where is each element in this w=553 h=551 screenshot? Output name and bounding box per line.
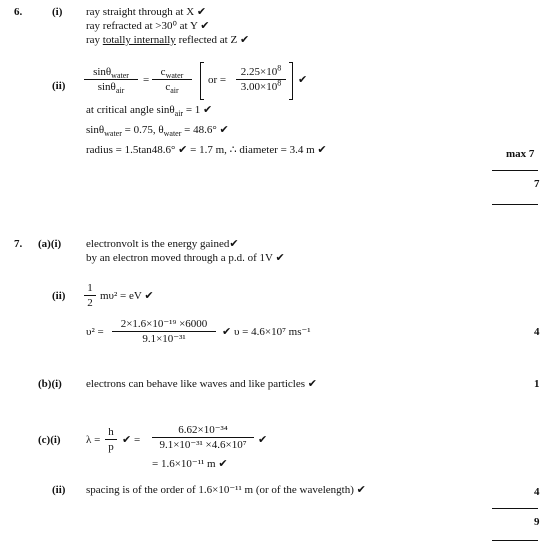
v-squared-fraction: $\frac{\text{2×1.6×10⁻¹⁹ ×6000}}{\text{9.1×10⁻³¹}}$ — [112, 318, 216, 346]
q7-part-bi-label: (b)(i) — [38, 378, 62, 390]
q6-total: 7 — [534, 178, 540, 190]
q7-bi-text: electrons can behave like waves and like particles ✔ — [86, 378, 317, 390]
q6-part-ii-label: (ii) — [52, 80, 66, 92]
q6-max-marks: max 7 — [506, 148, 535, 160]
q7-c-marks: 4 — [534, 486, 540, 498]
q6-i-line3: ray totally internally reflected at Z ✔ — [86, 34, 250, 46]
q7-part-ai-label: (a)(i) — [38, 238, 62, 250]
q6-i-line2: ray refracted at >30⁰ at Y ✔ — [86, 20, 210, 32]
q7-cii-text: spacing is of the order of 1.6×10⁻¹¹ m (or of the wavelength) ✔ — [86, 484, 366, 496]
q6-part-i-label: (i) — [52, 6, 63, 18]
speed-fraction: $c_{water}$ $c_{air}$ — [152, 66, 192, 94]
question-7-number: 7. — [14, 238, 23, 250]
question-6-number: 6. — [14, 6, 23, 18]
v-squared: υ² = — [86, 326, 104, 338]
q6-rule-bottom — [492, 204, 538, 205]
snell-fraction: sinθ$_{water}$ sinθ$_{air}$ — [84, 66, 138, 94]
q7-part-aii-label: (ii) — [52, 290, 66, 302]
equals-sign: = — [143, 74, 150, 86]
q7-part-cii-label: (ii) — [52, 484, 66, 496]
half-fraction: $\frac{1}{2}$ — [84, 282, 96, 310]
v-result: ✔ υ = 4.6×10⁷ ms⁻¹ — [222, 326, 311, 338]
q7-rule-bottom — [492, 540, 538, 541]
sin-water-line: sinθ$_{water}$ = 0.75, $\theta_{water} = 48.6^\circ$ ✔ — [86, 124, 229, 139]
right-bracket — [289, 62, 293, 100]
q7-rule-top — [492, 508, 538, 509]
lambda-tick-2: ✔ — [258, 434, 268, 446]
value-fraction: $\frac{2.25\times 10^8}{3.00\times 10^8}$ — [236, 66, 286, 94]
q7-b-marks: 1 — [534, 378, 540, 390]
q6-i-line1: ray straight through at X ✔ — [86, 6, 207, 18]
q7-total: 9 — [534, 516, 540, 528]
h-over-p: $\frac{h}{p}$ — [105, 426, 117, 454]
tick-mark: ✔ — [298, 74, 308, 86]
left-bracket — [200, 62, 204, 100]
q7-ai-line2: by an electron moved through a p.d. of 1V ✔ — [86, 252, 285, 264]
or-equals: or = — [208, 74, 227, 86]
ke-equation: mυ² = eV ✔ — [100, 290, 154, 302]
lambda-result: = 1.6×10⁻¹¹ m ✔ — [152, 458, 228, 470]
lambda-label: λ = — [86, 434, 101, 446]
q6-rule-top — [492, 170, 538, 171]
q7-part-ci-label: (c)(i) — [38, 434, 61, 446]
lambda-tick: ✔ = — [122, 434, 141, 446]
q7-a-marks: 4 — [534, 326, 540, 338]
q7-ai-line1: electronvolt is the energy gained✔ — [86, 238, 239, 250]
lambda-fraction: $\frac{\text{6.62×10⁻³⁴}}{\text{9.1×10⁻³¹ ×4.6×10⁷}}$ — [152, 424, 254, 452]
critical-angle-line: at critical angle sinθ$_{air}$ = 1 ✔ — [86, 104, 213, 119]
radius-line: radius = 1.5tan48.6° ✔ = 1.7 m, ∴ diameter = 3.4 m ✔ — [86, 144, 327, 156]
